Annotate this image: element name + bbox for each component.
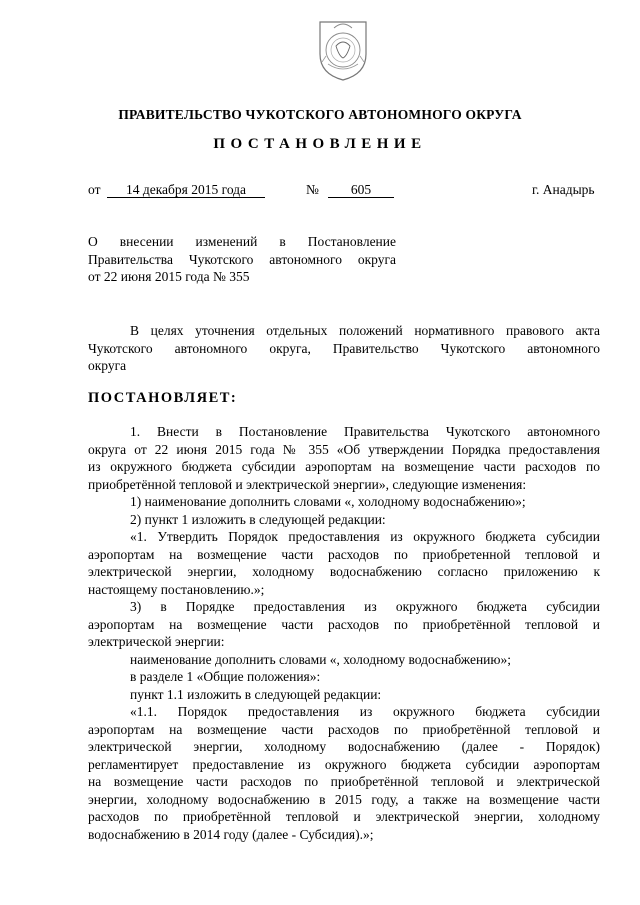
text-line: 1. Внести в Постановление Правительства Чукотского автономного [130,424,600,439]
text-line: энергии, холодному водоснабжению в 2015 году, а также на возмещение части [88,791,600,807]
from-label: от [88,182,101,197]
subject-line: О внесении изменений в Постановление [88,234,396,249]
coat-of-arms-icon [314,16,372,84]
document-type: ПОСТАНОВЛЕНИЕ [213,136,427,152]
text-line: расходов по приобретённой тепловой и электрической энергии, холодному [88,809,600,824]
preamble [88,322,600,375]
text-line: электрической энергии, холодному водоснабжению согласно приложению к [88,564,600,579]
text-line: «1.1. Порядок предоставления из окружного бюджета субсидии [130,704,600,719]
subject-block [88,233,396,286]
text-line: округа [88,358,127,373]
body-text [88,423,600,843]
resolves-heading: ПОСТАНОВЛЯЕТ: [88,390,238,406]
text-line: 3) в Порядке предоставления из окружного бюджета субсидии [130,599,600,614]
text-line: аэропортам на возмещение части расходов по приобретённой тепловой и [88,721,600,737]
text-line: аэропортам на возмещение части расходов по приобретенной тепловой и [88,546,600,562]
subject-line: от 22 июня 2015 года № 355 [88,269,250,284]
text-line: 2) пункт 1 изложить в следующей редакции: [130,511,386,527]
text-line: приобретённой тепловой и электрической энергии», следующие изменения: [88,476,527,492]
text-line: пункт 1.1 изложить в следующей редакции: [130,686,382,702]
text-line: электрической энергии: [88,634,225,649]
text-line: аэропортам на возмещение части расходов по приобретённой тепловой и [88,616,600,632]
text-line: наименование дополнить словами «, холодному водоснабжению»; [130,651,511,667]
document-number: 605 [328,183,394,198]
text-line: на возмещение части расходов по приобретённой тепловой и электрической [88,774,600,789]
text-line: водоснабжению в 2014 году (далее - Субсидия).»; [88,826,374,842]
subject-line: Правительства Чукотского автономного округа [88,251,396,267]
government-title: ПРАВИТЕЛЬСТВО ЧУКОТСКОГО АВТОНОМНОГО ОКРУГА [118,107,522,122]
text-line: «1. Утвердить Порядок предоставления из окружного бюджета субсидии [130,529,600,544]
number-label: № [306,182,319,197]
text-line: настоящему постановлению.»; [88,581,265,597]
text-line: из окружного бюджета субсидии аэропортам на возмещение части расходов по [88,459,600,474]
document-date: 14 декабря 2015 года [107,183,265,198]
text-line: В целях уточнения отдельных положений нормативного правового акта [130,323,600,338]
text-line: электрической энергии, холодному водоснабжению (далее - Порядок) [88,739,600,754]
text-line: регламентирует предоставление из окружного бюджета субсидии аэропортам [88,756,600,772]
text-line: Чукотского автономного округа, Правительство Чукотского автономного [88,340,600,356]
city: г. Анадырь [532,182,595,197]
text-line: округа от 22 июня 2015 года № 355 «Об утверждении Порядка предоставления [88,441,600,457]
text-line: 1) наименование дополнить словами «, холодному водоснабжению»; [130,494,526,509]
text-line: в разделе 1 «Общие положения»: [130,669,321,684]
